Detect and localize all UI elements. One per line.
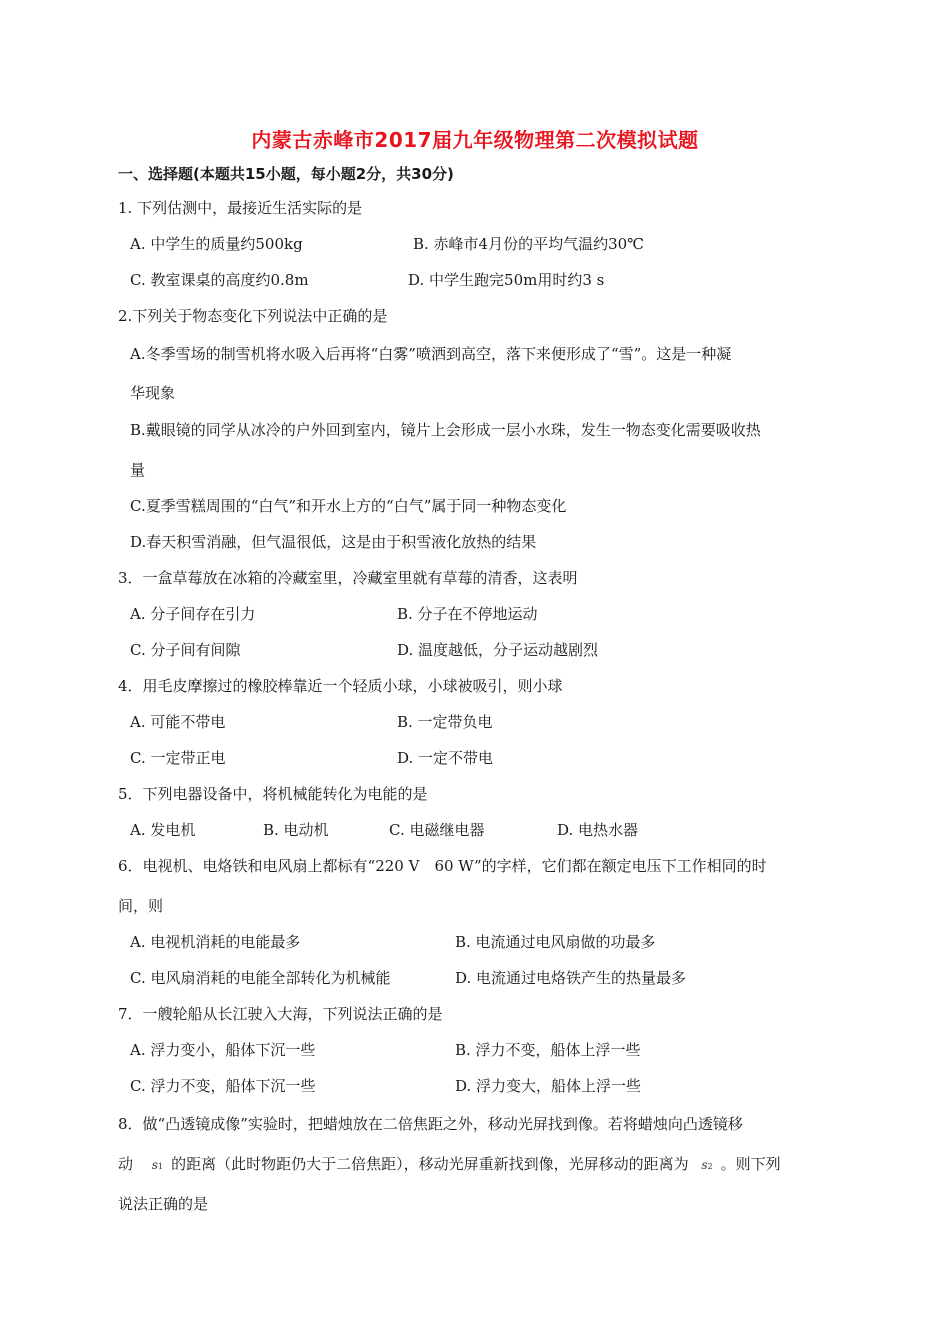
question-3-stem: 3．一盒草莓放在冰箱的冷藏室里，冷藏室里就有草莓的清香，这表明 xyxy=(118,569,578,587)
question-2-option-a-cont: 华现象 xyxy=(130,384,176,402)
question-3-option-a: A. 分子间存在引力 xyxy=(130,605,256,623)
question-3-option-b: B. 分子在不停地运动 xyxy=(397,605,538,623)
question-2-option-d: D.春天积雪消融，但气温很低，这是由于积雪液化放热的结果 xyxy=(130,533,537,551)
question-3-option-c: C. 分子间有间隙 xyxy=(130,641,241,659)
question-6-stem-cont: 间，则 xyxy=(118,897,164,915)
question-5-option-d: D. 电热水器 xyxy=(557,821,639,839)
question-7-option-d: D. 浮力变大，船体上浮一些 xyxy=(455,1077,642,1095)
question-2-option-b: B.戴眼镜的同学从冰冷的户外回到室内，镜片上会形成一层小水珠，发生一物态变化需要吸收热 xyxy=(130,421,761,439)
question-2-stem: 2.下列关于物态变化下列说法中正确的是 xyxy=(118,307,388,325)
section-heading: 一、选择题(本题共15小题，每小题2分，共30分) xyxy=(118,165,454,183)
question-5-stem: 5．下列电器设备中，将机械能转化为电能的是 xyxy=(118,785,428,803)
question-1-option-a: A. 中学生的质量约500kg xyxy=(130,235,303,253)
question-1-stem: 1. 下列估测中，最接近生活实际的是 xyxy=(118,199,363,217)
variable-s1 xyxy=(152,1158,163,1172)
question-4-option-a: A. 可能不带电 xyxy=(130,713,226,731)
question-5-option-b: B. 电动机 xyxy=(263,821,329,839)
question-1-option-d: D. 中学生跑完50m用时约3 s xyxy=(408,271,605,289)
question-1-option-c: C. 教室课桌的高度约0.8m xyxy=(130,271,309,289)
question-7-option-a: A. 浮力变小，船体下沉一些 xyxy=(130,1041,316,1059)
question-7-stem: 7．一艘轮船从长江驶入大海，下列说法正确的是 xyxy=(118,1005,443,1023)
question-4-option-d: D. 一定不带电 xyxy=(397,749,494,767)
question-6-option-c: C. 电风扇消耗的电能全部转化为机械能 xyxy=(130,969,391,987)
question-6-option-d: D. 电流通过电烙铁产生的热量最多 xyxy=(455,969,687,987)
question-3-option-d: D. 温度越低，分子运动越剧烈 xyxy=(397,641,599,659)
question-4-option-c: C. 一定带正电 xyxy=(130,749,226,767)
question-5-option-a: A. 发电机 xyxy=(130,821,196,839)
question-7-option-c: C. 浮力不变，船体下沉一些 xyxy=(130,1077,316,1095)
variable-s2-letter: s xyxy=(701,1158,708,1172)
exam-title: 内蒙古赤峰市2017届九年级物理第二次模拟试题 xyxy=(251,128,699,152)
question-7-option-b: B. 浮力不变，船体上浮一些 xyxy=(455,1041,641,1059)
question-6-stem: 6．电视机、电烙铁和电风扇上都标有“220 V 60 W”的字样，它们都在额定电压下工作相同的时 xyxy=(118,857,767,875)
question-8-stem: 8．做“凸透镜成像”实验时，把蜡烛放在二倍焦距之外，移动光屏找到像。若将蜡烛向凸透镜移 xyxy=(118,1115,743,1133)
question-1-option-b: B. 赤峰市4月份的平均气温约30℃ xyxy=(413,235,644,253)
question-2-option-b-cont: 量 xyxy=(130,461,146,479)
variable-s2 xyxy=(701,1158,712,1172)
question-8-text-end: 。则下列 xyxy=(720,1155,781,1173)
question-5-option-c: C. 电磁继电器 xyxy=(389,821,485,839)
variable-s1-letter: s xyxy=(151,1158,158,1172)
question-6-option-b: B. 电流通过电风扇做的功最多 xyxy=(455,933,656,951)
question-6-option-a: A. 电视机消耗的电能最多 xyxy=(130,933,301,951)
question-8-stem-cont xyxy=(118,1154,781,1177)
question-2-option-a: A.冬季雪场的制雪机将水吸入后再将“白雾”喷洒到高空，落下来便形成了“雪”。这是一种凝 xyxy=(130,345,732,363)
variable-s1-subscript: 1 xyxy=(157,1162,164,1171)
question-8-stem-end: 说法正确的是 xyxy=(118,1195,209,1213)
question-4-stem: 4．用毛皮摩擦过的橡胶棒靠近一个轻质小球，小球被吸引，则小球 xyxy=(118,677,563,695)
question-2-option-c: C.夏季雪糕周围的“白气”和开水上方的“白气”属于同一种物态变化 xyxy=(130,497,567,515)
variable-s2-subscript: 2 xyxy=(707,1162,713,1171)
question-8-text-middle: 的距离（此时物距仍大于二倍焦距），移动光屏重新找到像，光屏移动的距离为 xyxy=(171,1155,689,1173)
question-8-text-move: 动 xyxy=(118,1155,134,1173)
question-4-option-b: B. 一定带负电 xyxy=(397,713,493,731)
